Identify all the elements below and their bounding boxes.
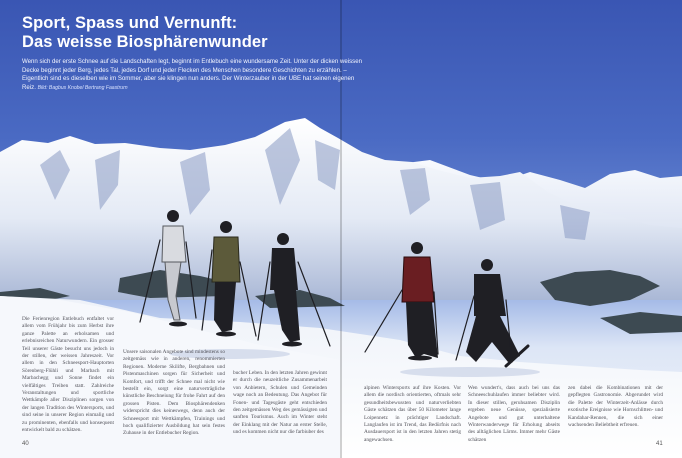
body-column-3: bucher Leben. In den letzten Jahren gewinnt er durch die neuzeitliche Zusammenarbeit von Anbietern, Schulen und Gemeinden wage noch an Bedeutung. Das Angebot für Fonen- und Tagesgäste geht entschieden den zeitgemässen Weg des gemässigten und sanften Tourismus. Auch im Winter steht der Einklang mit der Natur an erster Stelle, und es kommen nicht nur die farbiuber des <box>233 370 327 436</box>
page-number-right: 41 <box>656 441 663 447</box>
article-headline <box>22 14 268 52</box>
body-column-5: Wen wundert's, dass auch bei uns das Schneeschuhlaufen immer beliebter wird. In dieser stillen, geruhsamen Disziplin ergeben neue Genüsse, spezialisierte Angebote und gut unterhaltene Winterwanderwege für Erholung abseits des alltäglichen Lärms. Immer mehr Gäste schätzen <box>468 385 560 443</box>
photo-credit: Bild: Bagbus Knobel Bertrang Faastrurn <box>37 84 128 91</box>
lead-text: Wenn sich der erste Schnee auf die Landschaften legt, beginnt im Entlebuch eine wundersame Zeit. Unter der dicken weissen Decke beginnt jeder Berg, jedes Tal, jedes Dorf und jeder Flecken des Menschen besondere Geschichten zu erzählen. – Eigentlich sind es dieselben wie im Sommer, aber sie klingen nun anders. Der Winterzauber in der UBE hat seinen eigenen Reiz. <box>22 58 362 91</box>
headline-line-2: Das weisse Biosphärenwunder <box>22 33 268 51</box>
headline-line-1: Sport, Spass und Vernunft: <box>22 14 238 32</box>
body-column-6: zen dabei die Kombinationen mit der gepflegten Gastronomie. Abgerundet wird die Palette der Winterzeit-Anlässe durch exotische Ereignisse wie Hornschlitten- und Kandahar-Rennen, die sich einer wachsenden Beliebtheit erfreuen. <box>568 385 663 429</box>
body-column-2: Unsere saisonalen Angebote sind mindestens so zeitgemäss wie in anderen, renommierten Regionen. Moderne Skilifte, Bergbahnen und Pistenmaschinen sorgen für Sicherheit und Komfort, und trifft der Schnee mal nicht wie bestellt ein, sorgt eine naturverträgliche künstliche Beschneiung für frohe Fahrt auf den grossen Pisten. Dem Biosphärendenken widerspricht dies keineswegs, denn auch der Schneesport mit Wettkämpfen, Trainings und hoch qualifizierter Ausbildung hat sein festes Zuhause in der Entlebucher Region. <box>123 349 225 437</box>
body-column-4: alpinen Wintersports auf ihre Kosten. Vor allem die nordisch orientierten, oftmals sehr gesundheitsbewussten und naturverliebten Gäste schätzen das über 50 Kilometer lange Loipennetz in prächtiger Landschaft. Langlaufen ist im Trend, das Bedürfnis nach Ausdauersport ist in den letzten Jahren stetig angewachsen. <box>364 385 461 443</box>
article-lead <box>22 58 364 92</box>
page-number-left: 40 <box>22 441 29 447</box>
body-column-1: Die Ferienregion Entlebuch entfaltet vor allem vom Frühjahr bis zum Herbst ihre ganze Palette an erholsamen und erlebnisreichen Naturwundern. Ein grosser Teil unserer Gäste besucht uns jedoch in der stillen, der weissen Jahreszeit. Vor allem in den Schneesport-Hauptorten Sörenberg-Flühli und Marbach mit Marbachegg und Sonne findet ein vielfältiges Treiben statt. Zahlreiche Veranstaltungen und sportliche Wettkämpfe aller Disziplinen sorgen von der langen Tradition des Wintersports, und sind seine in unserer Region einmalig und zu prominenten, ebenfalls und konsequent entwickelt bald zu schätzen. <box>22 316 114 434</box>
